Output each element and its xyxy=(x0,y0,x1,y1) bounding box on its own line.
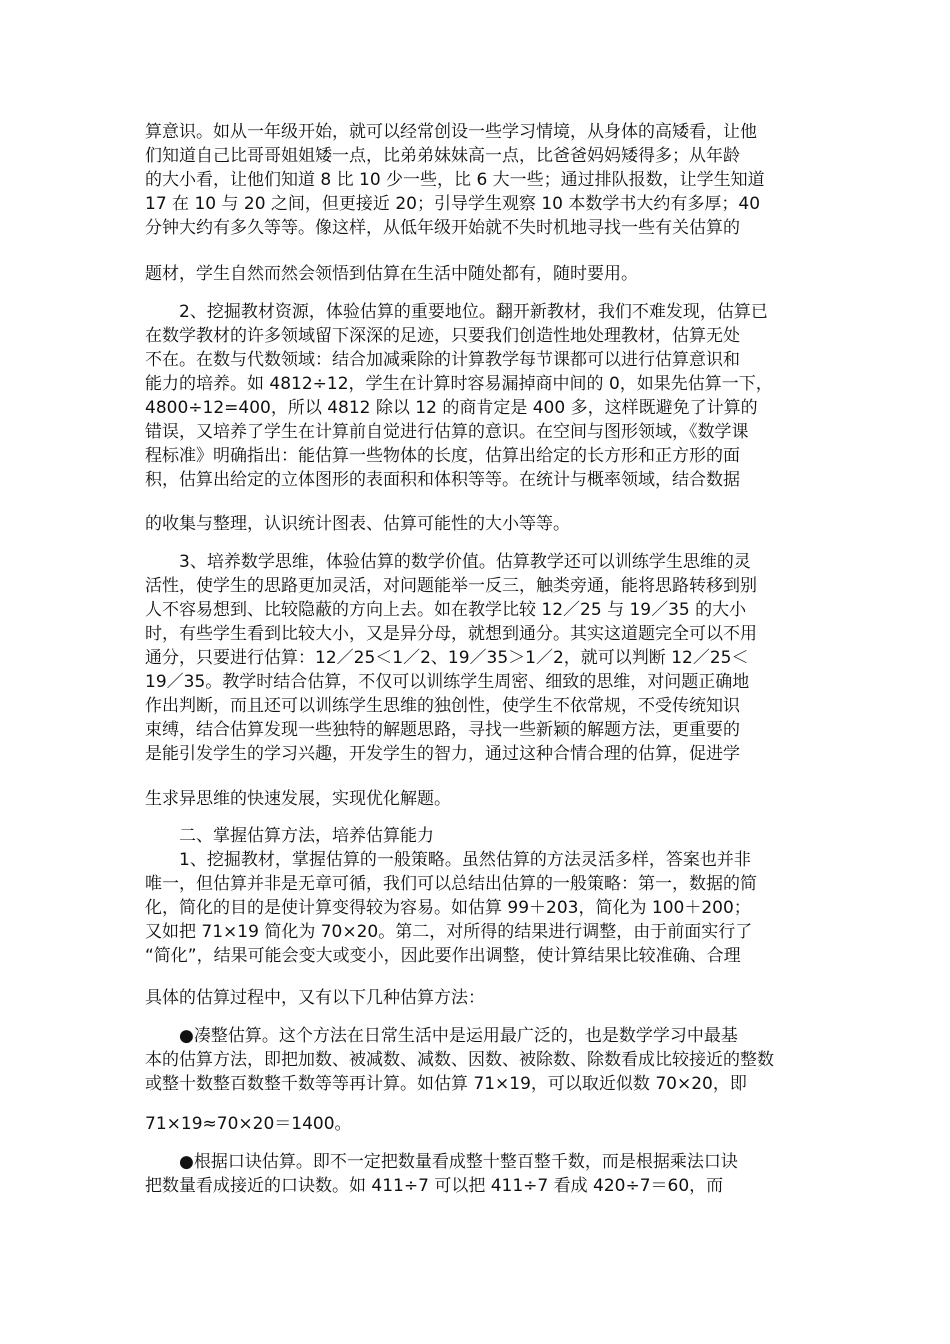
paragraph-tail-line xyxy=(145,787,451,811)
text-line: 具体的估算过程中，又有以下几种估算方法： xyxy=(145,988,485,1008)
text-line: 束缚，结合估算发现一些独特的解题思路，寻找一些新颖的解题方法，更重要的 xyxy=(145,720,740,740)
text-line: 化，简化的目的是使计算变得较为容易。如估算 99＋203，简化为 100＋200； xyxy=(145,898,751,918)
text-line: 4800÷12=400，所以 4812 除以 12 的商肯定是 400 多，这样既避免了计算的 xyxy=(145,398,758,418)
text-line: 分钟大约有多久等等。像这样，从低年级开始就不失时机地寻找一些有关估算的 xyxy=(145,218,740,238)
text-line: 19／35。教学时结合估算，不仅可以训练学生周密、细致的思维，对问题正确地 xyxy=(145,672,750,692)
text-line: 程标准》明确指出：能估算一些物体的长度，估算出给定的长方形和正方形的面 xyxy=(145,446,740,466)
text-line: 2、挖掘教材资源，体验估算的重要地位。翻开新教材，我们不难发现，估算已 xyxy=(179,302,768,322)
paragraph-tail-line xyxy=(145,262,638,286)
text-line: 算意识。如从一年级开始，就可以经常创设一些学习情境，从身体的高矮看，让他 xyxy=(145,122,757,142)
text-line: 的收集与整理，认识统计图表、估算可能性的大小等等。 xyxy=(145,514,570,534)
text-line: 唯一，但估算并非是无章可循，我们可以总结出估算的一般策略：第一，数据的简 xyxy=(145,874,757,894)
text-line: 在数学教材的许多领域留下深深的足迹，只要我们创造性地处理教材，估算无处 xyxy=(145,326,740,346)
paragraph-tail-line xyxy=(145,1112,352,1136)
paragraph-tail-line xyxy=(145,986,485,1010)
text-line: 活性，使学生的思路更加灵活，对问题能举一反三，触类旁通，能将思路转移到别 xyxy=(145,576,757,596)
text-line: 作出判断，而且还可以训练学生思维的独创性，使学生不依常规，不受传统知识 xyxy=(145,696,740,716)
text-line: “简化”，结果可能会变大或变小，因此要作出调整，使计算结果比较准确、合理 xyxy=(145,946,741,966)
text-line: 3、培养数学思维，体验估算的数学价值。估算教学还可以训练学生思维的灵 xyxy=(179,552,751,572)
text-line: 人不容易想到、比较隐蔽的方向上去。如在教学比较 12／25 与 19／35 的大小 xyxy=(145,600,747,620)
text-line: 71×19≈70×20＝1400。 xyxy=(145,1114,352,1134)
text-line: 本的估算方法，即把加数、被减数、减数、因数、被除数、除数看成比较接近的整数 xyxy=(145,1050,774,1070)
text-line: 17 在 10 与 20 之间，但更接近 20；引导学生观察 10 本数学书大约有多厚；40 xyxy=(145,194,761,214)
text-line: 能力的培养。如 4812÷12，学生在计算时容易漏掉商中间的 0，如果先估算一下， xyxy=(145,374,773,394)
paragraph-textbook-resources xyxy=(145,300,773,492)
text-line: 题材，学生自然而然会领悟到估算在生活中随处都有，随时要用。 xyxy=(145,264,638,284)
section-heading: 二、掌握估算方法，培养估算能力 xyxy=(179,826,434,846)
paragraph-mnemonic-estimation xyxy=(145,1150,738,1198)
text-line: ●根据口诀估算。即不一定把数量看成整十整百整千数，而是根据乘法口诀 xyxy=(179,1152,738,1172)
text-line: 通分，只要进行估算：12／25＜1／2、19／35＞1／2，就可以判断 12／25＜ xyxy=(145,648,749,668)
text-line: 把数量看成接近的口诀数。如 411÷7 可以把 411÷7 看成 420÷7＝60，而 xyxy=(145,1176,724,1196)
section-estimation-methods xyxy=(145,824,757,968)
paragraph-tail-line xyxy=(145,512,570,536)
paragraph-estimation-awareness xyxy=(145,120,765,240)
text-line: 积，估算出给定的立体图形的表面积和体积等等。在统计与概率领域，结合数据 xyxy=(145,470,740,490)
text-line: 生求异思维的快速发展，实现优化解题。 xyxy=(145,789,451,809)
text-line: 错误，又培养了学生在计算前自觉进行估算的意识。在空间与图形领域，《数学课 xyxy=(145,422,749,442)
text-line: 又如把 71×19 简化为 70×20。第二，对所得的结果进行调整，由于前面实行了 xyxy=(145,922,753,942)
text-line: 不在。在数与代数领域：结合加减乘除的计算教学每节课都可以进行估算意识和 xyxy=(145,350,740,370)
text-line: 1、挖掘教材，掌握估算的一般策略。虽然估算的方法灵活多样，答案也并非 xyxy=(179,850,751,870)
paragraph-rounding-estimation xyxy=(145,1024,774,1096)
paragraph-mathematical-thinking xyxy=(145,550,757,766)
text-line: 时，有些学生看到比较大小，又是异分母，就想到通分。其实这道题完全可以不用 xyxy=(145,624,757,644)
text-line: 们知道自己比哥哥姐姐矮一点，比弟弟妹妹高一点，比爸爸妈妈矮得多；从年龄 xyxy=(145,146,740,166)
text-line: 或整十数整百数整千数等等再计算。如估算 71×19，可以取近似数 70×20，即 xyxy=(145,1074,747,1094)
text-line: ●凑整估算。这个方法在日常生活中是运用最广泛的，也是数学学习中最基 xyxy=(179,1026,738,1046)
text-line: 是能引发学生的学习兴趣，开发学生的智力，通过这种合情合理的估算，促进学 xyxy=(145,744,740,764)
text-line: 的大小看，让他们知道 8 比 10 少一些，比 6 大一些；通过排队报数，让学生知道 xyxy=(145,170,765,190)
